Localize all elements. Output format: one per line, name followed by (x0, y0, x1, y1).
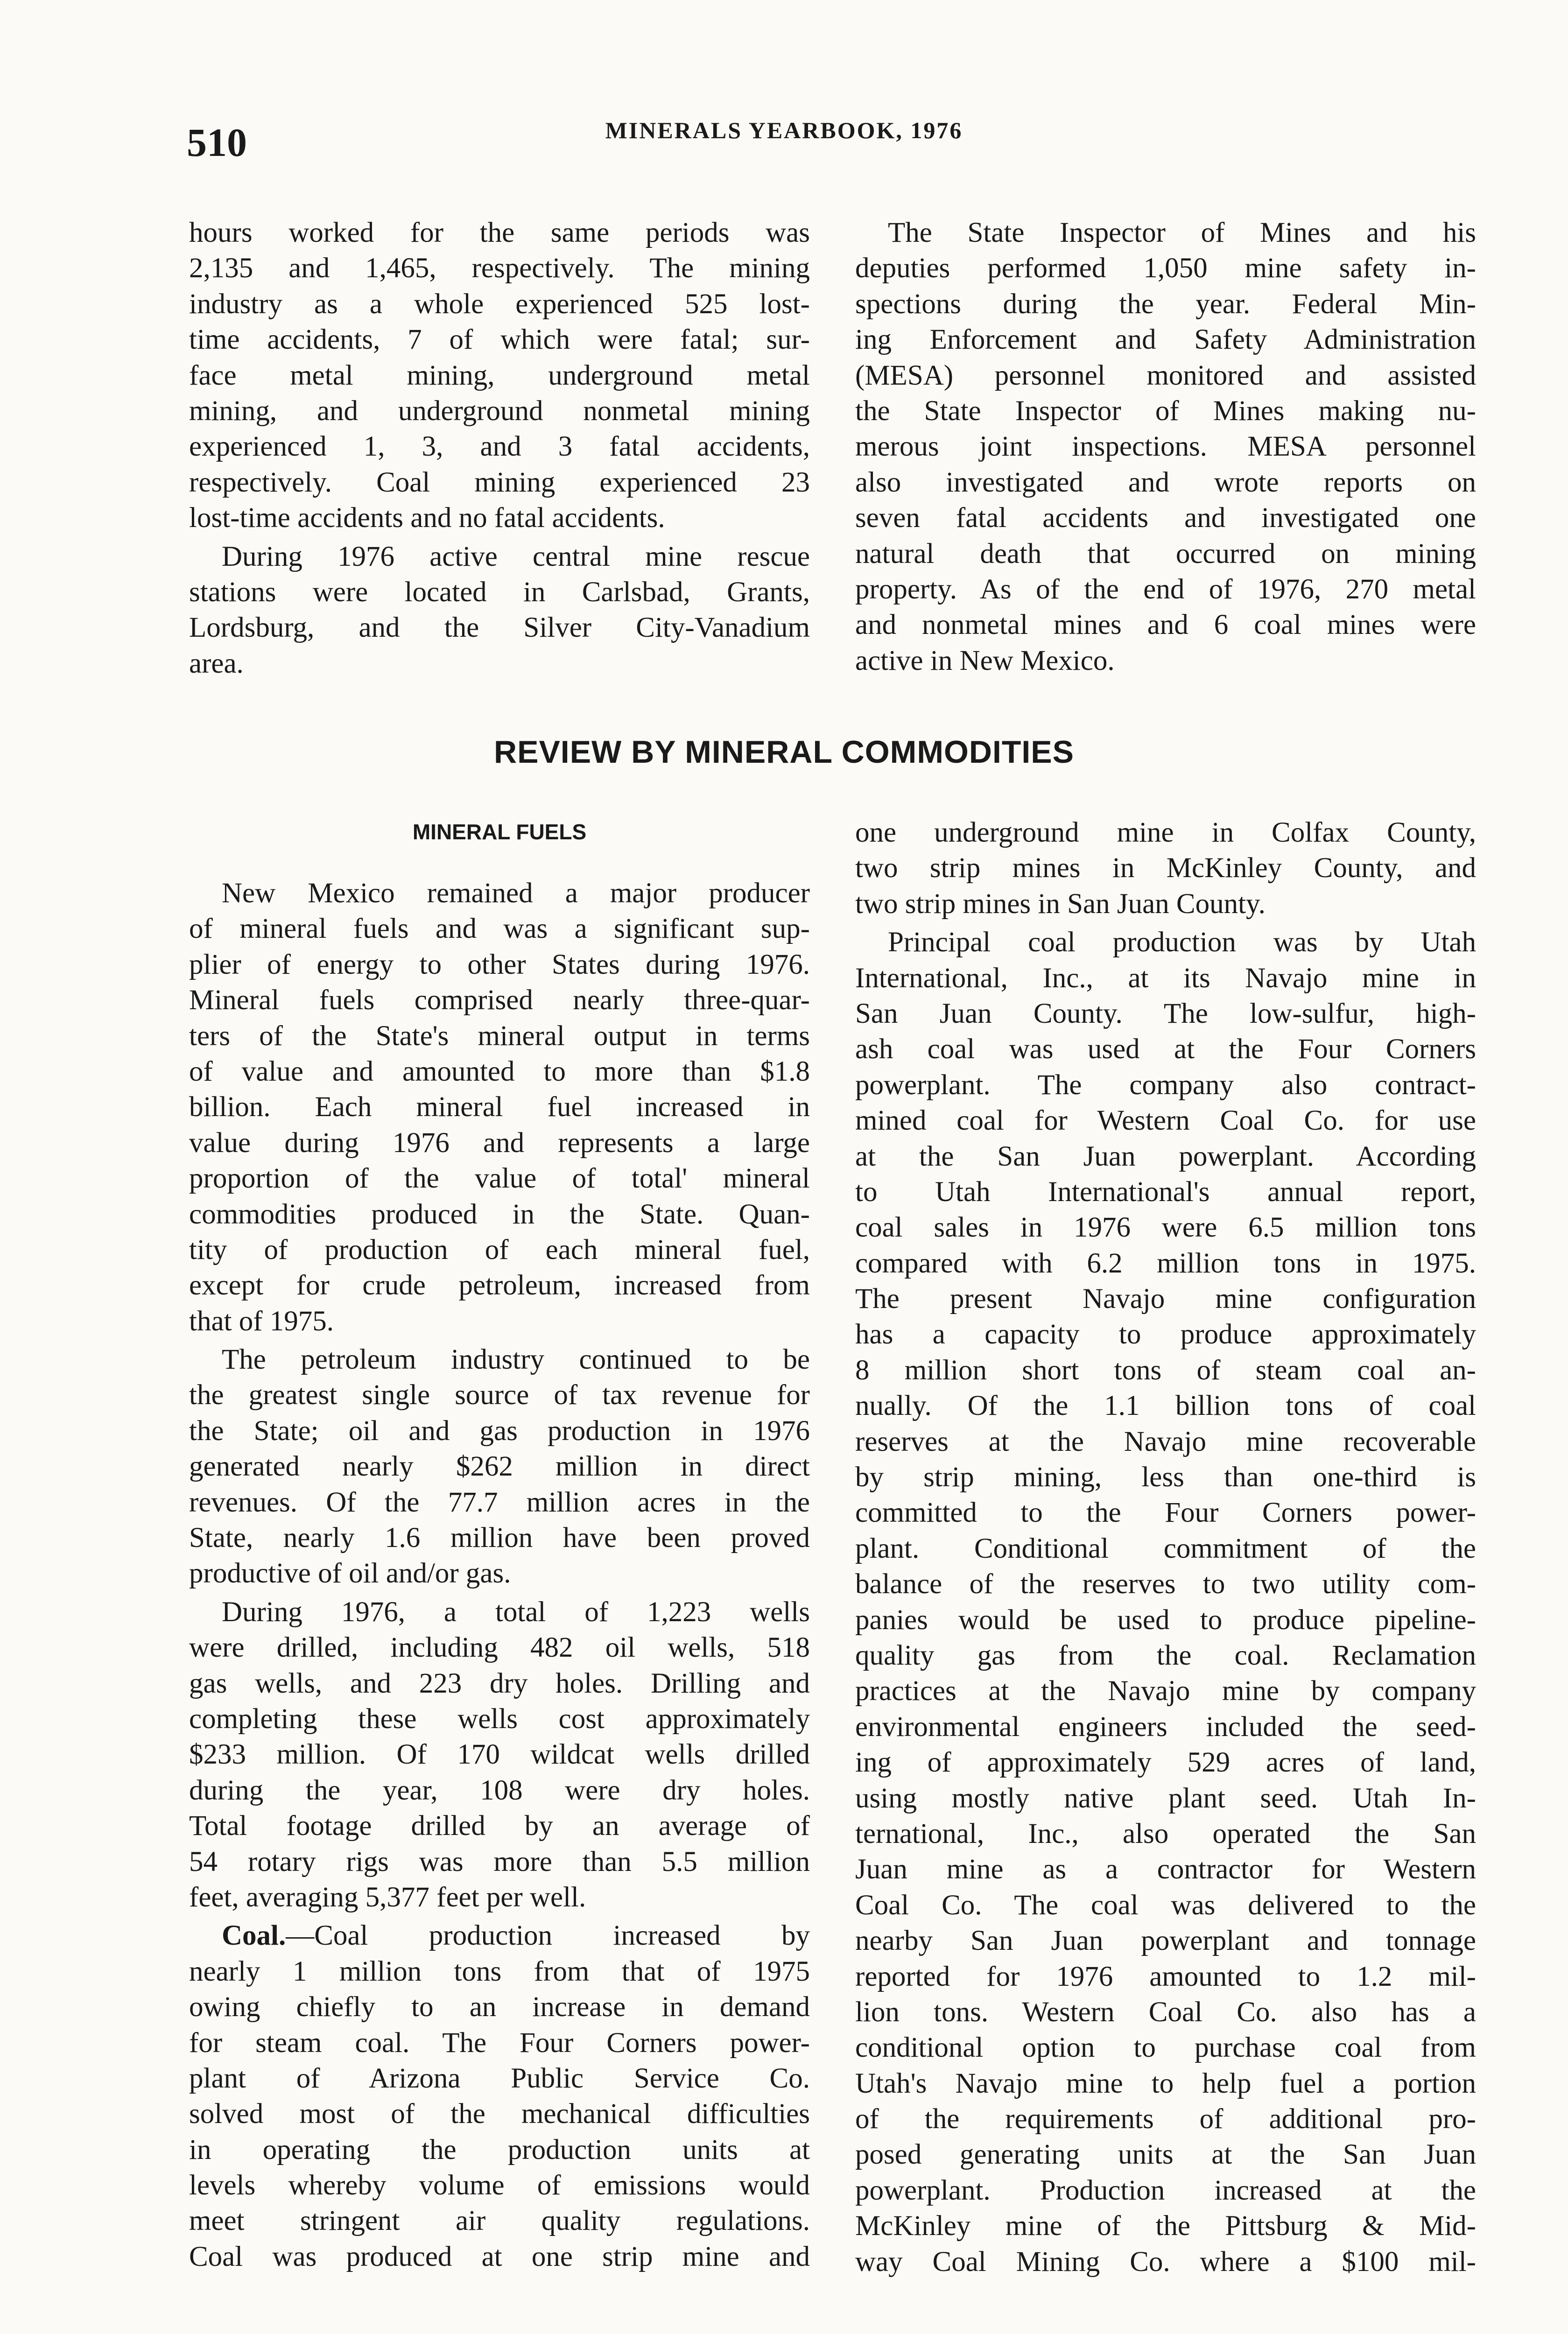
text-line: deputies performed 1,050 mine safety in- (855, 253, 1476, 284)
text-line: New Mexico remained a major producer (222, 878, 810, 909)
text-line: merous joint inspections. MESA personnel (855, 431, 1476, 463)
running-title: MINERALS YEARBOOK, 1976 (605, 117, 963, 143)
bottom-left-column (189, 873, 810, 2275)
paragraph (855, 215, 1476, 679)
paragraph (189, 876, 810, 1339)
text-line: in operating the production units at (189, 2134, 810, 2165)
text-line: during the year, 108 were dry holes. (189, 1774, 810, 1806)
text-line: has a capacity to produce approximately (855, 1319, 1476, 1350)
paragraph (855, 925, 1476, 2280)
text-line: practices at the Navajo mine by company (855, 1675, 1476, 1707)
text-line: for steam coal. The Four Corners power- (189, 2027, 810, 2059)
text-line: two strip mines in San Juan County. (855, 888, 1266, 920)
paragraph (189, 1342, 810, 1592)
text-line: lion tons. Western Coal Co. also has a (855, 1996, 1476, 2028)
text-line: of mineral fuels and was a significant sup- (189, 913, 810, 945)
text-line: using mostly native plant seed. Utah In- (855, 1782, 1476, 1814)
text-line: ing of approximately 529 acres of land, (855, 1747, 1476, 1779)
text-line: The present Navajo mine configuration (855, 1283, 1476, 1315)
text-line: to Utah International's annual report, (855, 1176, 1476, 1208)
text-line: powerplant. Production increased at the (855, 2174, 1476, 2206)
text-line: Coal Co. The coal was delivered to the (855, 1889, 1476, 1921)
text-line: reported for 1976 amounted to 1.2 mil- (855, 1961, 1476, 1992)
text-line: owing chiefly to an increase in demand (189, 1991, 810, 2023)
text-line: compared with 6.2 million tons in 1975. (855, 1247, 1476, 1279)
text-line: and nonmetal mines and 6 coal mines were (855, 609, 1476, 641)
text-line: also investigated and wrote reports on (855, 466, 1476, 498)
text-line: powerplant. The company also contract- (855, 1069, 1476, 1101)
text-line: The petroleum industry continued to be (222, 1344, 810, 1376)
text-line: quality gas from the coal. Reclamation (855, 1639, 1476, 1671)
paragraph (189, 1595, 810, 1916)
text-line: by strip mining, less than one-third is (855, 1462, 1476, 1493)
paragraph (189, 215, 810, 536)
text-line: active in New Mexico. (855, 645, 1115, 676)
text-line: plier of energy to other States during 1976. (189, 949, 810, 980)
text-line: of value and amounted to more than $1.8 (189, 1055, 810, 1087)
text-line: $233 million. Of 170 wildcat wells drilled (189, 1739, 810, 1771)
text-line: feet, averaging 5,377 feet per well. (189, 1881, 586, 1913)
text-line: State, nearly 1.6 million have been proved (189, 1522, 810, 1554)
text-line: 54 rotary rigs was more than 5.5 million (189, 1846, 810, 1877)
top-left-column (189, 212, 810, 682)
text-line: lost-time accidents and no fatal accidents. (189, 502, 665, 534)
text-line: hours worked for the same periods was (189, 217, 810, 248)
text-line: revenues. Of the 77.7 million acres in the (189, 1486, 810, 1518)
text-line: industry as a whole experienced 525 lost- (189, 288, 810, 320)
text-line: face metal mining, underground metal (189, 359, 810, 391)
text-line: Principal coal production was by Utah (888, 927, 1476, 958)
text-line: Coal was produced at one strip mine and (189, 2241, 810, 2272)
text-line: experienced 1, 3, and 3 fatal accidents, (189, 431, 810, 463)
page-number: 510 (187, 120, 247, 165)
text-line: coal sales in 1976 were 6.5 million tons (855, 1212, 1476, 1244)
text-line: commodities produced in the State. Quan- (189, 1198, 810, 1230)
bottom-right-column (855, 812, 1476, 2280)
text-line: the greatest single source of tax revenue for (189, 1379, 810, 1411)
text-line: way Coal Mining Co. where a $100 mil- (855, 2246, 1476, 2278)
text-line: of the requirements of additional pro- (855, 2103, 1476, 2135)
text-line: one underground mine in Colfax County, (855, 817, 1476, 848)
text-line: area. (189, 647, 244, 679)
paragraph (189, 1918, 810, 2275)
text-line: two strip mines in McKinley County, and (855, 852, 1476, 884)
text-line: San Juan County. The low-sulfur, high- (855, 998, 1476, 1029)
text-line: gas wells, and 223 dry holes. Drilling and (189, 1667, 810, 1699)
text-line: billion. Each mineral fuel increased in (189, 1091, 810, 1123)
text-line: mining, and underground nonmetal mining (189, 395, 810, 427)
text-line: nearly 1 million tons from that of 1975 (189, 1955, 810, 1987)
text-line: The State Inspector of Mines and his (888, 217, 1476, 248)
text-line: seven fatal accidents and investigated one (855, 502, 1476, 534)
text-line: McKinley mine of the Pittsburg & Mid- (855, 2210, 1476, 2242)
paragraph (189, 539, 810, 682)
text-line: natural death that occurred on mining (855, 538, 1476, 569)
text-line: time accidents, 7 of which were fatal; sur- (189, 324, 810, 356)
text-line: During 1976 active central mine rescue (222, 541, 810, 572)
text-line: Utah's Navajo mine to help fuel a portion (855, 2067, 1476, 2099)
text-line: at the San Juan powerplant. According (855, 1140, 1476, 1172)
text-line-content: —Coal production increased by (286, 1920, 810, 1952)
text-line: ters of the State's mineral output in terms (189, 1020, 810, 1052)
section-title: REVIEW BY MINERAL COMMODITIES (493, 734, 1074, 770)
text-line: proportion of the value of total' mineral (189, 1163, 810, 1195)
text-line: completing these wells cost approximately (189, 1703, 810, 1735)
text-line: ash coal was used at the Four Corners (855, 1033, 1476, 1065)
text-line: International, Inc., at its Navajo mine in (855, 962, 1476, 994)
text-line: Lordsburg, and the Silver City-Vanadium (189, 612, 810, 644)
text-line: nually. Of the 1.1 billion tons of coal (855, 1390, 1476, 1422)
text-line: balance of the reserves to two utility com- (855, 1568, 1476, 1600)
text-line: conditional option to purchase coal from (855, 2032, 1476, 2064)
text-line: 2,135 and 1,465, respectively. The mining (189, 253, 810, 284)
text-line: panies would be used to produce pipeline- (855, 1604, 1476, 1636)
text-line: meet stringent air quality regulations. (189, 2205, 810, 2237)
text-line: respectively. Coal mining experienced 23 (189, 466, 810, 498)
text-line: reserves at the Navajo mine recoverable (855, 1426, 1476, 1457)
run-in-heading: Coal. (222, 1920, 286, 1952)
text-line: Total footage drilled by an average of (189, 1810, 810, 1842)
text-line: levels whereby volume of emissions would (189, 2170, 810, 2201)
text-line: stations were located in Carlsbad, Grants, (189, 576, 810, 608)
text-line: (MESA) personnel monitored and assisted (855, 359, 1476, 391)
text-line: Juan mine as a contractor for Western (855, 1854, 1476, 1885)
text-line: value during 1976 and represents a large (189, 1127, 810, 1159)
text-line: spections during the year. Federal Min- (855, 288, 1476, 320)
text-line: ternational, Inc., also operated the San (855, 1818, 1476, 1849)
text-line: Mineral fuels comprised nearly three-quar- (189, 984, 810, 1016)
text-line: the State Inspector of Mines making nu- (855, 395, 1476, 427)
text-line: environmental engineers included the seed- (855, 1711, 1476, 1743)
text-line: plant of Arizona Public Service Co. (189, 2062, 810, 2094)
text-line: committed to the Four Corners power- (855, 1497, 1476, 1529)
text-line: 8 million short tons of steam coal an- (855, 1354, 1476, 1386)
text-line: solved most of the mechanical difficulties (189, 2098, 810, 2130)
text-line: ing Enforcement and Safety Administration (855, 324, 1476, 356)
text-line: property. As of the end of 1976, 270 metal (855, 573, 1476, 605)
text-line: generated nearly $262 million in direct (189, 1451, 810, 1483)
text-line: that of 1975. (189, 1305, 334, 1337)
text-line: were drilled, including 482 oil wells, 518 (189, 1632, 810, 1664)
text-line: mined coal for Western Coal Co. for use (855, 1105, 1476, 1137)
text-line (189, 1918, 810, 1954)
paragraph (855, 815, 1476, 922)
top-right-column (855, 212, 1476, 679)
text-line: tity of production of each mineral fuel, (189, 1234, 810, 1265)
text-line: the State; oil and gas production in 1976 (189, 1415, 810, 1447)
text-line: posed generating units at the San Juan (855, 2139, 1476, 2171)
text-line: plant. Conditional commitment of the (855, 1533, 1476, 1564)
text-line: except for crude petroleum, increased from (189, 1270, 810, 1301)
subsection-title: MINERAL FUELS (412, 820, 587, 844)
text-line: nearby San Juan powerplant and tonnage (855, 1925, 1476, 1957)
text-line: productive of oil and/or gas. (189, 1558, 511, 1589)
text-line: During 1976, a total of 1,223 wells (222, 1596, 810, 1628)
